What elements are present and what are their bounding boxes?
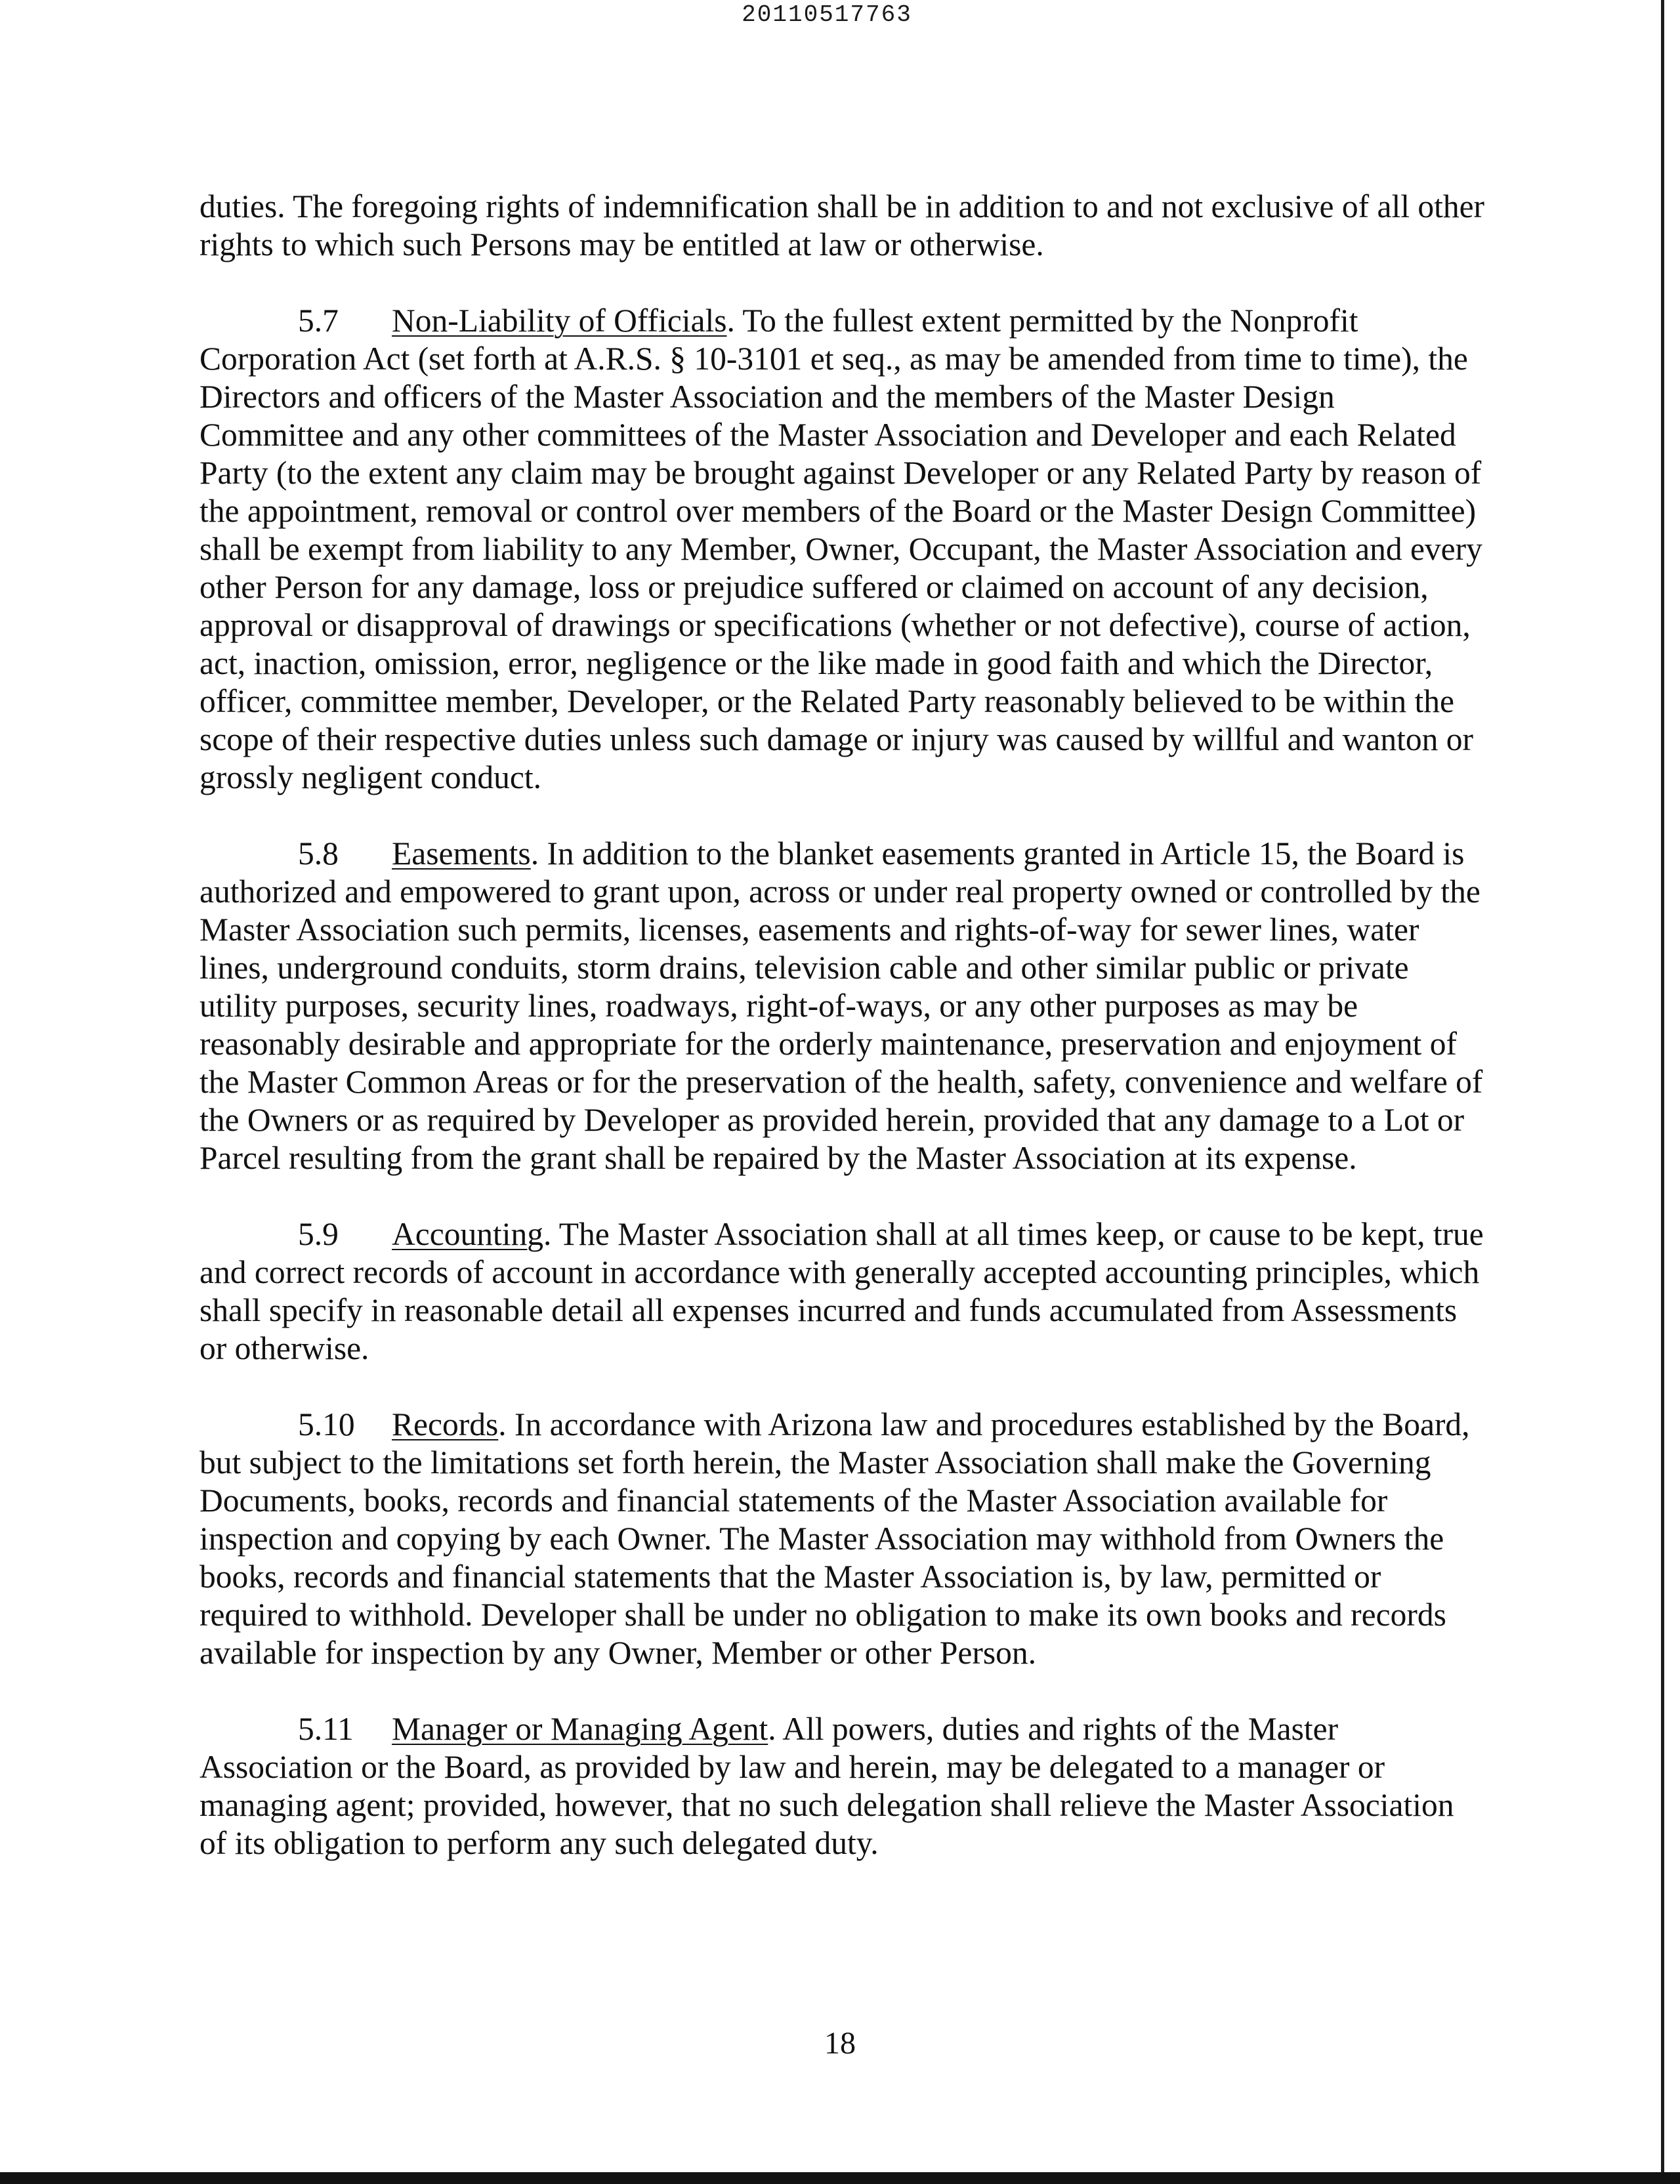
section-number: 5.10: [298, 1406, 355, 1442]
intro-paragraph: [200, 188, 1486, 264]
section-body: . In accordance with Arizona law and procedures established by the Board, but subject to the limitations set forth herein, the Master Association shall make the Governing Documents, books, records and financial statements of the Master Association available for inspection and copying by each Owner. The Master Association may withhold from Owners the books, records and financial statements that the Master Association is, by law, permitted or required to withhold. Developer shall be under no obligation to make its own books and records available for inspection by any Owner, Member or other Person.: [200, 1406, 1470, 1671]
document-number: 20110517763: [742, 1, 912, 28]
right-edge-rule: [1661, 0, 1664, 2184]
section-number: 5.8: [298, 835, 339, 872]
intro-text: duties. The foregoing rights of indemnification shall be in addition to and not exclusive of all other rights to which such Persons may be entitled at law or otherwise.: [200, 188, 1485, 262]
section-heading: Easements: [392, 835, 531, 872]
section-body: . To the fullest extent permitted by the Nonprofit Corporation Act (set forth at A.R.S. § 10-3101 et seq., as may be amended from time to time), the Directors and officers of the Master Association and the members of the Master Design Committee and any other committees of the Master Association and Developer and each Related Party (to the extent any claim may be brought against Developer or any Related Party by reason of the appointment, removal or control over members of the Board or the Master Design Committee) shall be exempt from liability to any Member, Owner, Occupant, the Master Association and every other Person for any damage, loss or prejudice suffered or claimed on account of any decision, approval or disapproval of drawings or specifications (whether or not defective), course of action, act, inaction, omission, error, negligence or the like made in good faith and which the Director, officer, committee member, Developer, or the Related Party reasonably believed to be within the scope of their respective duties unless such damage or injury was caused by willful and wanton or grossly negligent conduct.: [200, 303, 1482, 795]
section-body: . All powers, duties and rights of the Master Association or the Board, as provided by law and herein, may be delegated to a manager or managing agent; provided, however, that no such delegation shall relieve the Master Association of its obligation to perform any such delegated duty.: [200, 1711, 1454, 1861]
section-5-9: [200, 1215, 1486, 1368]
section-5-8: [200, 835, 1486, 1177]
section-heading: Accounting: [392, 1216, 543, 1252]
section-number: 5.11: [298, 1711, 354, 1747]
section-heading: Non-Liability of Officials: [392, 303, 727, 339]
section-number: 5.9: [298, 1216, 339, 1252]
section-body: . The Master Association shall at all times keep, or cause to be kept, true and correct records of account in accordance with generally accepted accounting principles, which shall specify in reasonable detail all expenses incurred and funds accumulated from Assessments or otherwise.: [200, 1216, 1484, 1366]
section-number: 5.7: [298, 303, 339, 339]
document-body: [200, 188, 1486, 1900]
section-5-10: [200, 1406, 1486, 1672]
page-number: 18: [824, 2026, 856, 2061]
section-5-11: [200, 1710, 1486, 1862]
section-body: . In addition to the blanket easements granted in Article 15, the Board is authorized and empowered to grant upon, across or under real property owned or controlled by the Master Association such permits, licenses, easements and rights-of-way for sewer lines, water lines, underground conduits, storm drains, television cable and other similar public or private utility purposes, security lines, roadways, right-of-ways, or any other purposes as may be reasonably desirable and appropriate for the orderly maintenance, preservation and enjoyment of the Master Common Areas or for the preservation of the health, safety, convenience and welfare of the Owners or as required by Developer as provided herein, provided that any damage to a Lot or Parcel resulting from the grant shall be repaired by the Master Association at its expense.: [200, 835, 1483, 1176]
bottom-edge-rule: [0, 2172, 1680, 2184]
section-5-7: [200, 302, 1486, 797]
section-heading: Records: [392, 1406, 499, 1442]
section-heading: Manager or Managing Agent: [392, 1711, 768, 1747]
